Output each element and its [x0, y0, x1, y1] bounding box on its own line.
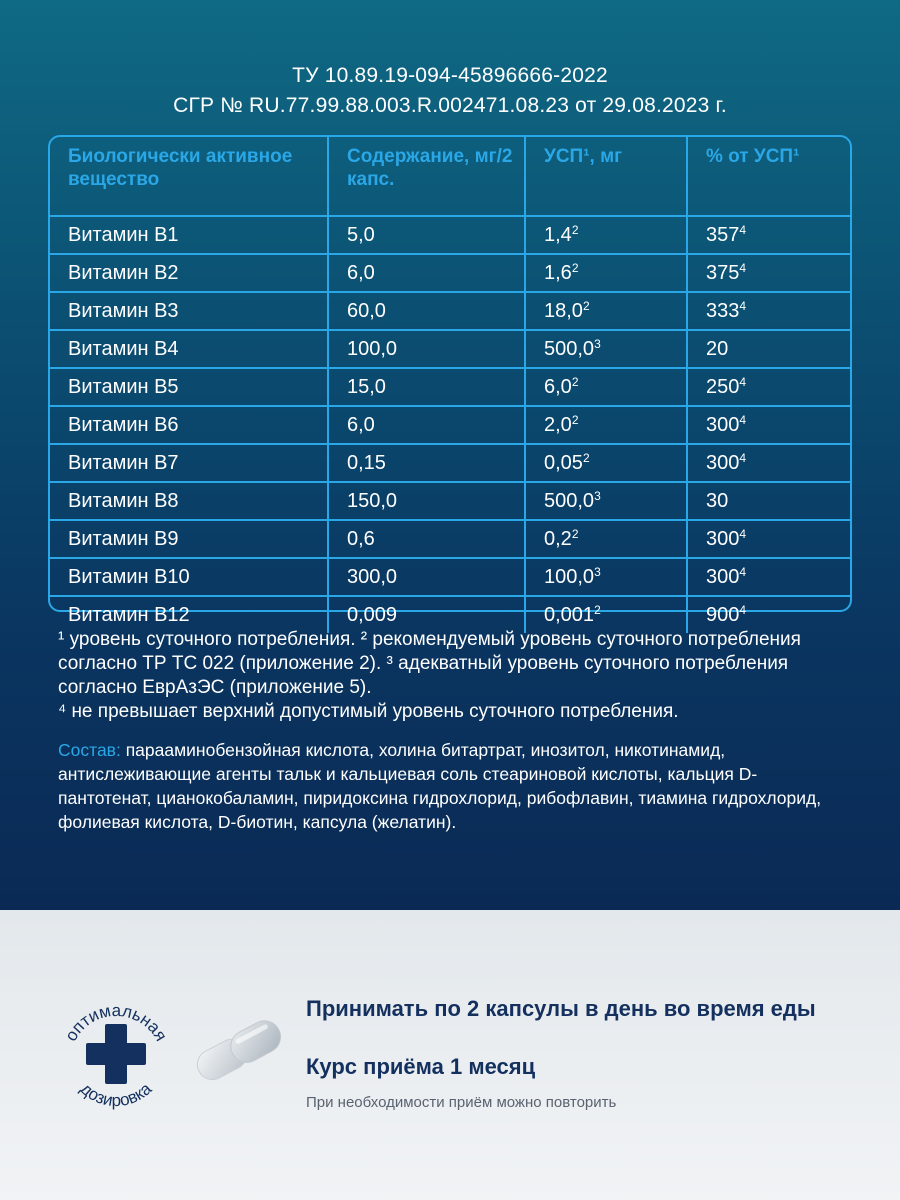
cell-substance: Витамин В12 — [50, 596, 328, 633]
cell-usp: $2,0^2$ — [525, 406, 687, 444]
cell-usp: 0,05$^2$ — [525, 444, 687, 482]
footnote-marker: 2 — [571, 527, 579, 541]
course-duration: Курс приёма 1 месяц — [306, 1054, 536, 1079]
cell-content: 0,009 — [328, 596, 525, 633]
footnote-marker: 4 — [739, 565, 747, 579]
footnote-marker: 3 — [594, 489, 601, 503]
table-header-row — [50, 137, 850, 216]
cell-content: 0,15 — [328, 444, 525, 482]
cell-content: 15,0 — [328, 368, 525, 406]
cell-usp: $1,6^2$ — [525, 254, 687, 292]
composition-text: парааминобензойная кислота, холина битартрат, инозитол, никотинамид, антислеживающие агенты тальк и кальциевая соль стеариновой кислоты, кальция D-пантотенат, цианокобаламин, пиридоксина гидрохлорид, рибофлавин, тиамина гидрохлорид, фолиевая кислота, D-биотин, капсула (желатин). — [58, 740, 822, 832]
table-row — [50, 482, 850, 520]
cell-substance: Витамин В8 — [50, 482, 328, 520]
header-usp: УСП¹, мг — [525, 137, 687, 216]
footnote-marker: 4 — [739, 261, 747, 275]
cell-content: 5,0 — [328, 216, 525, 254]
table-row — [50, 558, 850, 596]
footnote-marker: 2 — [582, 451, 590, 465]
header-percent: % от УСП¹ — [687, 137, 850, 216]
table-row — [50, 444, 850, 482]
medical-cross-icon — [86, 1024, 146, 1084]
cell-percent: $250^4$ — [687, 368, 850, 406]
footnote-marker: 4 — [739, 413, 747, 427]
footnote: ⁴ не превышает верхний допустимый уровень суточного потребления. — [58, 701, 679, 722]
cell-percent: $300^4$ — [687, 520, 850, 558]
cell-usp: 18,0$^2$ — [525, 292, 687, 330]
badge-bottom-text: дозировка — [76, 1079, 156, 1111]
composition — [58, 738, 848, 834]
cell-usp: 500,0$^3$ — [525, 482, 687, 520]
cell-substance: Витамин В4 — [50, 330, 328, 368]
footnotes — [58, 628, 858, 724]
footnote-marker: 2 — [571, 261, 579, 275]
cell-substance: Витамин В1 — [50, 216, 328, 254]
cell-percent: $300^4$ — [687, 406, 850, 444]
tu-number: ТУ 10.89.19-094-45896666-2022 — [292, 64, 608, 87]
footnote-marker: 2 — [571, 375, 579, 389]
table-row — [50, 254, 850, 292]
footnote-marker: 2 — [571, 223, 579, 237]
sgr-number: СГР № RU.77.99.88.003.R.002471.08.23 от 29.08.2023 г. — [173, 94, 727, 117]
footnote: ¹ уровень суточного потребления. ² рекомендуемый уровень суточного потребления согласно ТР ТС 022 (приложение 2). ³ адекватный уровень суточного потребления согласно ЕврАзЭС (приложение 5). — [58, 629, 801, 698]
table-row — [50, 368, 850, 406]
cell-substance: Витамин В9 — [50, 520, 328, 558]
table-row — [50, 216, 850, 254]
footnote-marker: 3 — [594, 337, 601, 351]
cell-percent: $300^4$ — [687, 558, 850, 596]
cell-content: 60,0 — [328, 292, 525, 330]
composition-label: Состав: — [58, 740, 121, 760]
vitamin-table — [48, 135, 852, 626]
cell-usp: 0,001$^2$ — [525, 596, 687, 633]
repeat-note: При необходимости приём можно повторить — [306, 1094, 617, 1111]
table-row — [50, 406, 850, 444]
table-row — [50, 330, 850, 368]
cell-content: 0,6 — [328, 520, 525, 558]
cell-usp: 500,0$^3$ — [525, 330, 687, 368]
footnote-marker: 4 — [739, 527, 747, 541]
table-row — [50, 292, 850, 330]
footnote-marker: 2 — [582, 299, 590, 313]
cell-substance: Витамин В10 — [50, 558, 328, 596]
optimal-dosage-badge — [52, 990, 180, 1118]
cell-content: 6,0 — [328, 254, 525, 292]
header-content: Содержание, мг/2 капс. — [328, 137, 525, 216]
cell-substance: Витамин В2 — [50, 254, 328, 292]
cell-content: 150,0 — [328, 482, 525, 520]
cell-content: 100,0 — [328, 330, 525, 368]
cell-usp: $1,4^2$ — [525, 216, 687, 254]
cell-percent: $357^4$ — [687, 216, 850, 254]
footnote-marker: 4 — [739, 375, 747, 389]
cell-substance: Витамин В3 — [50, 292, 328, 330]
badge-top-text: оптимальная — [61, 1000, 171, 1045]
table-row — [50, 520, 850, 558]
footnote-marker: 4 — [739, 451, 747, 465]
footnote-marker: 4 — [739, 299, 747, 313]
cell-usp: $0,2^2$ — [525, 520, 687, 558]
capsule-icon — [188, 1016, 288, 1086]
table-body — [50, 216, 850, 633]
cell-percent: 30 — [687, 482, 850, 520]
cell-substance: Витамин В6 — [50, 406, 328, 444]
footnote-marker: 4 — [739, 223, 747, 237]
header-substance: Биологически активное вещество — [50, 137, 328, 216]
cell-content: 6,0 — [328, 406, 525, 444]
cell-percent: $333^4$ — [687, 292, 850, 330]
cell-usp: 100,0$^3$ — [525, 558, 687, 596]
footnote-marker: 2 — [571, 413, 579, 427]
cell-content: 300,0 — [328, 558, 525, 596]
cell-percent: $900^4$ — [706, 603, 747, 626]
cell-substance: Витамин В5 — [50, 368, 328, 406]
footnote-marker: 3 — [594, 565, 601, 579]
cell-substance: Витамин В7 — [50, 444, 328, 482]
footnote-marker: 4 — [739, 603, 747, 617]
cell-usp: $6,0^2$ — [525, 368, 687, 406]
cell-percent: 20 — [687, 330, 850, 368]
dose-instruction: Принимать по 2 капсулы в день во время еды — [306, 996, 816, 1021]
footnote-marker: 2 — [594, 603, 601, 617]
cell-percent: $375^4$ — [687, 254, 850, 292]
cell-percent: $300^4$ — [687, 444, 850, 482]
